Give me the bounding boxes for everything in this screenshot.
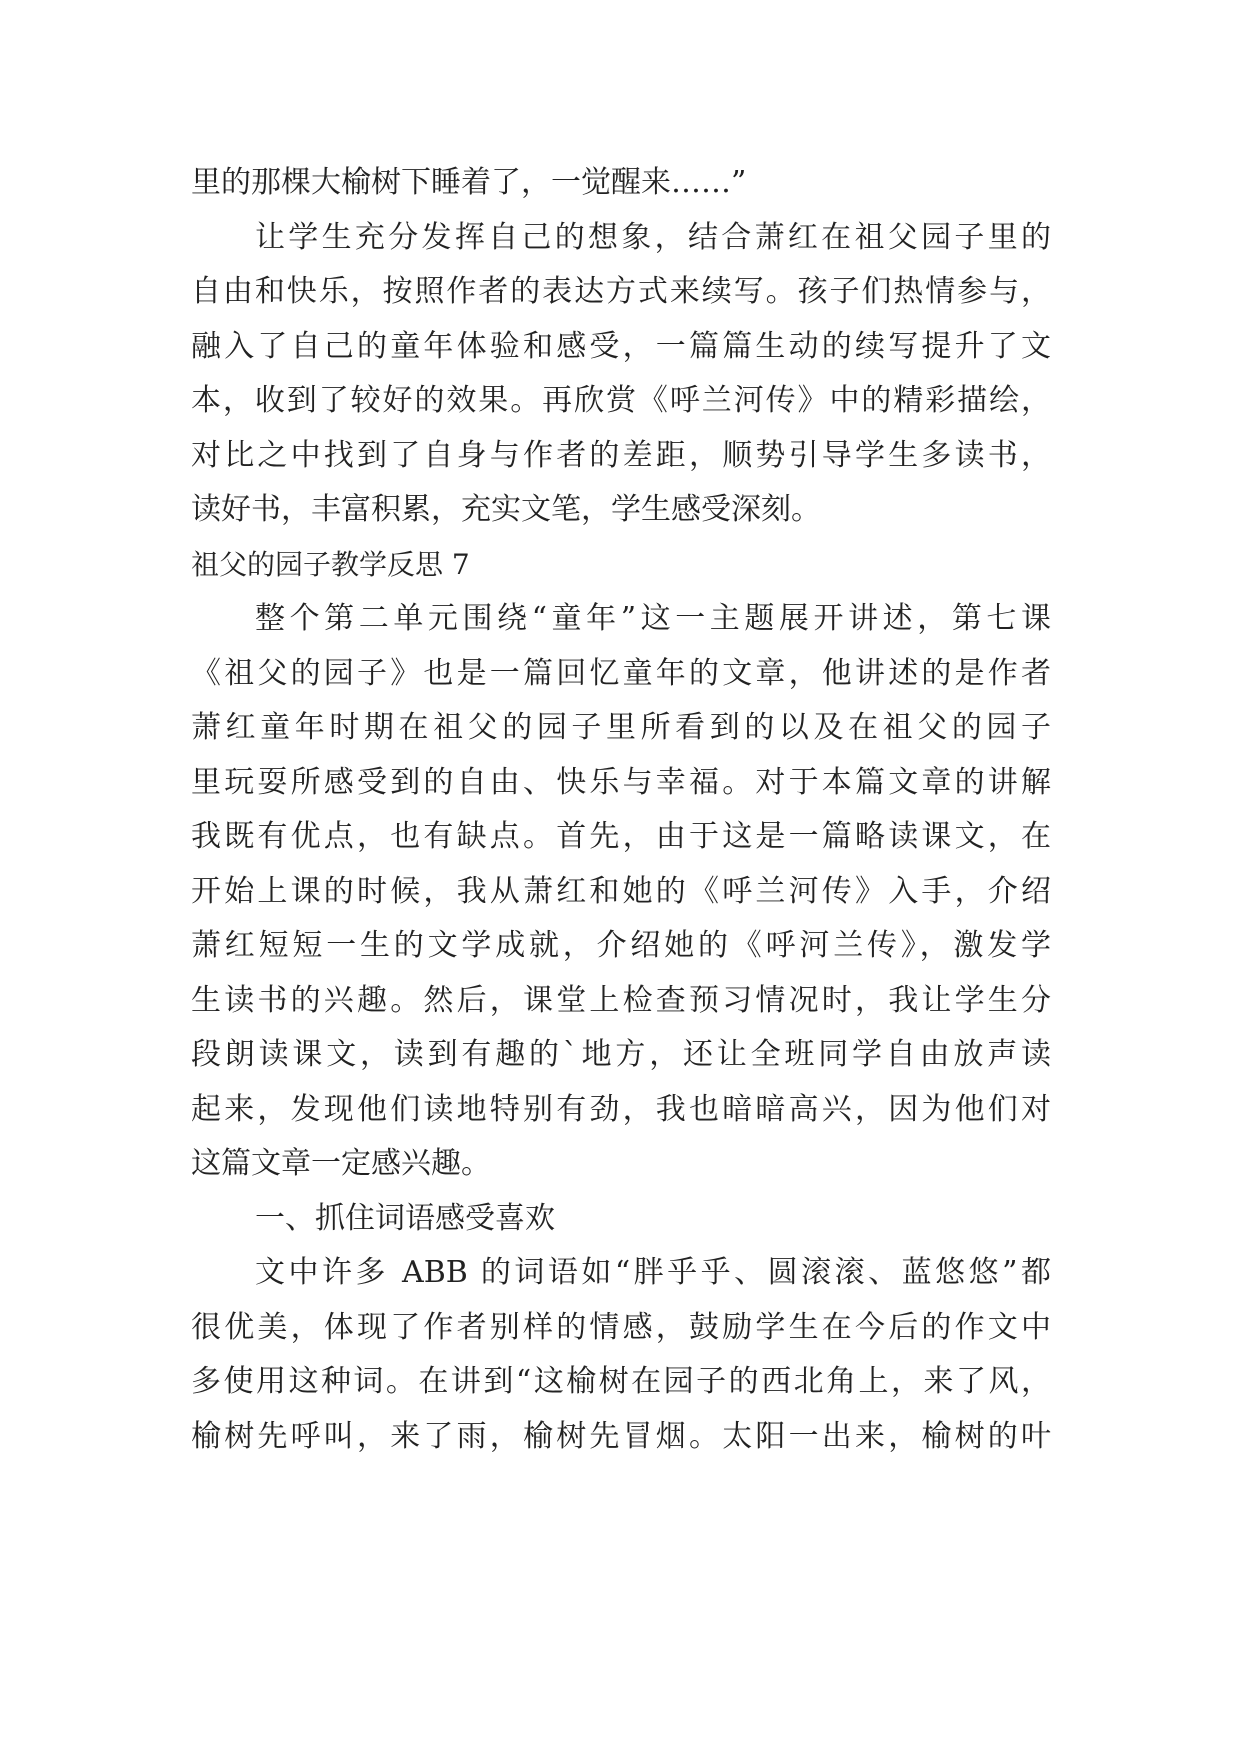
paragraph-line: 让学生充分发挥自己的想象，结合萧红在祖父园子里的	[255, 219, 1051, 255]
section-heading: 祖父的园子教学反思 7	[191, 547, 470, 581]
paragraph-line: 多使用这种词。在讲到“这榆树在园子的西北角上，来了风，	[191, 1364, 1051, 1399]
paragraph-line: 萧红童年时期在祖父的园子里所看到的以及在祖父的园子	[191, 710, 1051, 745]
subheading-line: 一、抓住词语感受喜欢	[255, 1200, 555, 1236]
paragraph-line: 读好书，丰富积累，充实文笔，学生感受深刻。	[191, 492, 821, 527]
paragraph-line: 《祖父的园子》也是一篇回忆童年的文章，他讲述的是作者	[191, 655, 1051, 691]
paragraph-line: 里的那棵大榆树下睡着了，一觉醒来……”	[191, 165, 747, 200]
paragraph-line: 自由和快乐，按照作者的表达方式来续写。孩子们热情参与，	[191, 274, 1051, 309]
paragraph-line: 这篇文章一定感兴趣。	[191, 1146, 491, 1181]
paragraph-line: 榆树先呼叫，来了雨，榆树先冒烟。太阳一出来，榆树的叶	[191, 1418, 1051, 1454]
paragraph-line: 融入了自己的童年体验和感受，一篇篇生动的续写提升了文	[191, 328, 1051, 364]
paragraph-line: 文中许多 ABB 的词语如“胖乎乎、圆滚滚、蓝悠悠”都	[255, 1255, 1051, 1290]
paragraph-line: 萧红短短一生的文学成就，介绍她的《呼河兰传》，激发学	[191, 928, 1051, 963]
paragraph-line: 我既有优点，也有缺点。首先，由于这是一篇略读课文，在	[191, 819, 1051, 854]
paragraph-line: 对比之中找到了自身与作者的差距，顺势引导学生多读书，	[191, 437, 1051, 473]
paragraph-line: 整个第二单元围绕“童年”这一主题展开讲述，第七课	[255, 601, 1051, 636]
paragraph-line: 起来，发现他们读地特别有劲，我也暗暗高兴，因为他们对	[191, 1091, 1051, 1127]
paragraph-line: 段朗读课文，读到有趣的`地方，还让全班同学自由放声读	[191, 1037, 1051, 1072]
paragraph-line: 开始上课的时候，我从萧红和她的《呼兰河传》入手，介绍	[191, 873, 1051, 909]
paragraph-line: 很优美，体现了作者别样的情感，鼓励学生在今后的作文中	[191, 1309, 1051, 1345]
paragraph-line: 里玩耍所感受到的自由、快乐与幸福。对于本篇文章的讲解	[191, 764, 1051, 800]
paragraph-line: 本，收到了较好的效果。再欣赏《呼兰河传》中的精彩描绘，	[191, 383, 1051, 418]
paragraph-line: 生读书的兴趣。然后，课堂上检查预习情况时，我让学生分	[191, 982, 1051, 1018]
document-body	[191, 156, 1051, 1464]
